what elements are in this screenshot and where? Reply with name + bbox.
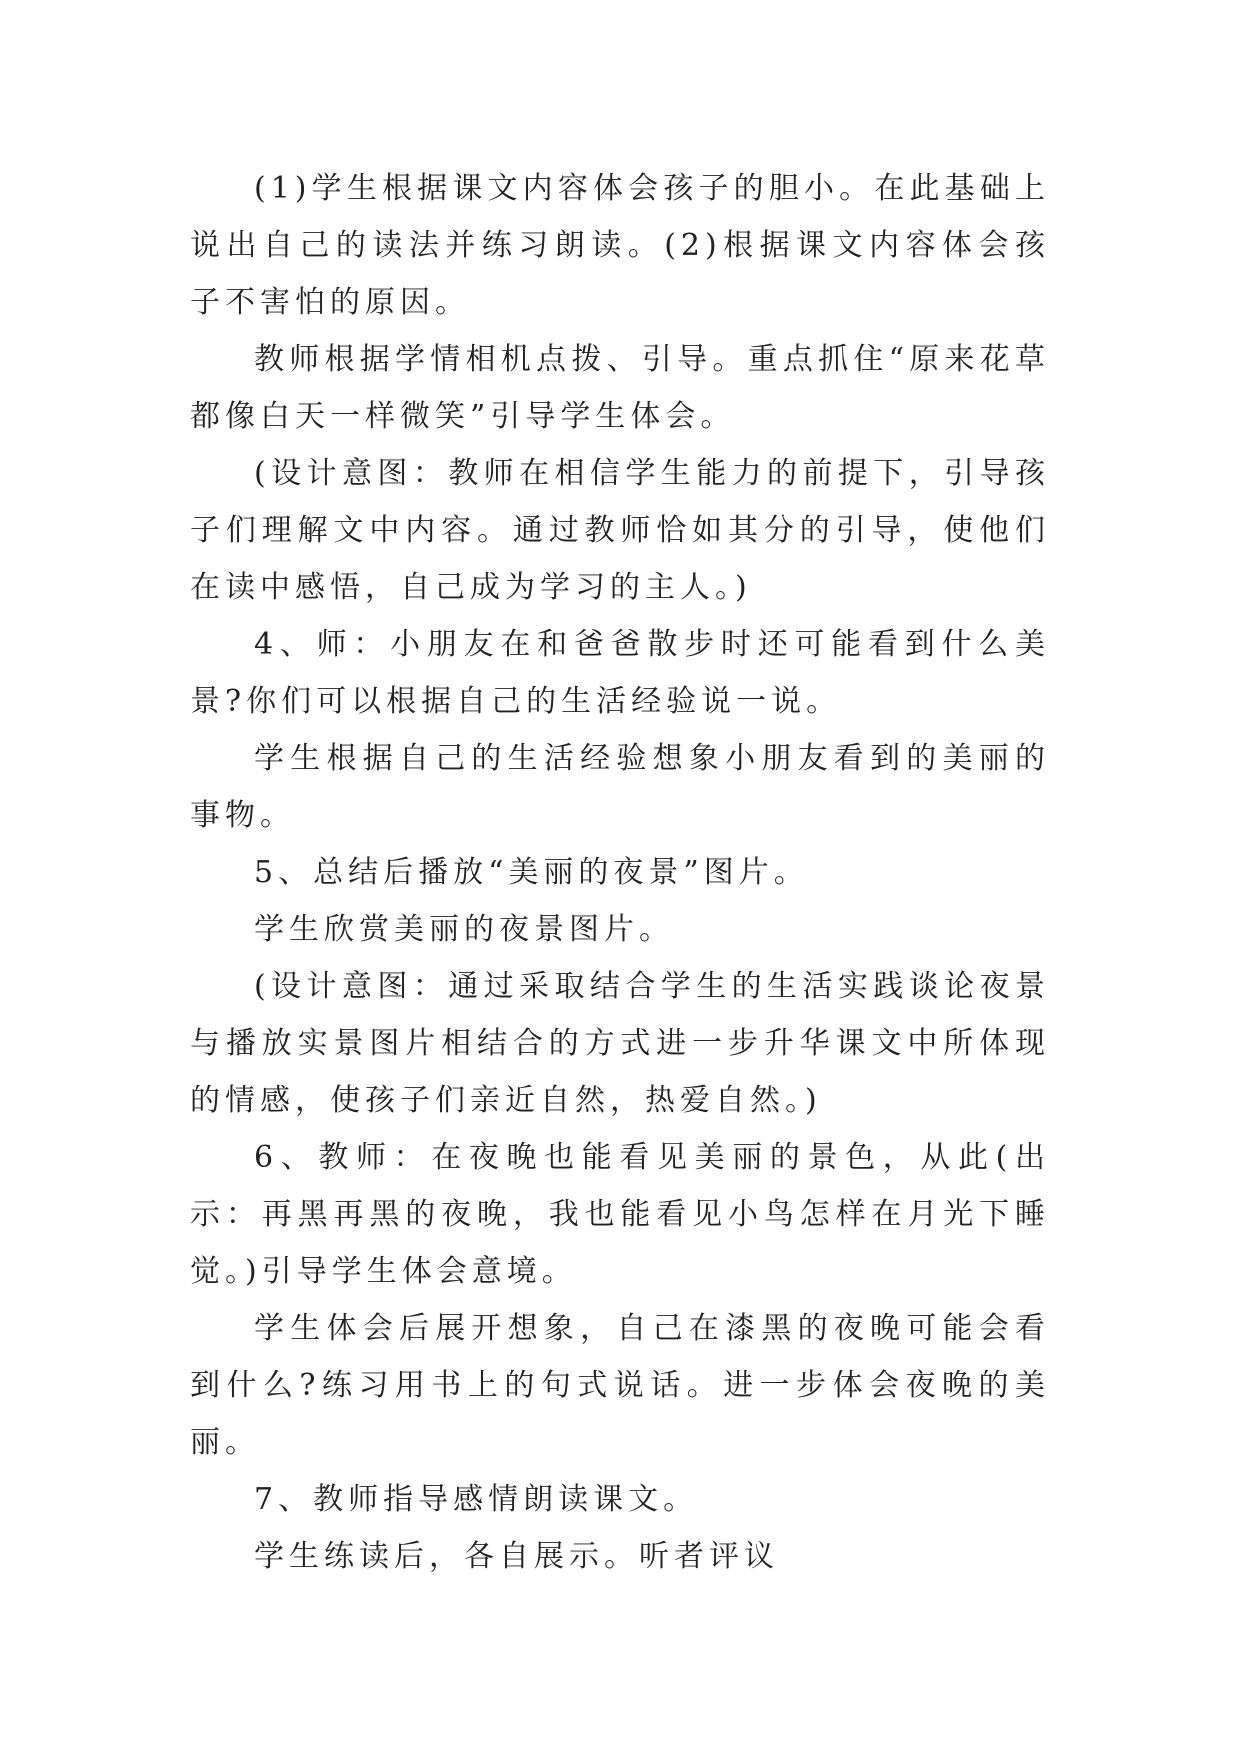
paragraph: 教师根据学情相机点拨、引导。重点抓住“原来花草都像白天一样微笑”引导学生体会。 — [190, 342, 1050, 434]
paragraph: (1)学生根据课文内容体会孩子的胆小。在此基础上说出自己的读法并练习朗读。(2)根据课文内容体会孩子不害怕的原因。 — [190, 171, 1050, 320]
paragraph: (设计意图：教师在相信学生能力的前提下，引导孩子们理解文中内容。通过教师恰如其分的引导，使他们在读中感悟，自己成为学习的主人。) — [190, 456, 1050, 605]
paragraph: 5、总结后播放“美丽的夜景”图片。 — [254, 855, 809, 890]
paragraph: 学生体会后展开想象，自己在漆黑的夜晚可能会看到什么?练习用书上的句式说话。进一步体会夜晚的美丽。 — [190, 1311, 1050, 1460]
paragraph: (设计意图：通过采取结合学生的生活实践谈论夜景与播放实景图片相结合的方式进一步升华课文中所体现的情感，使孩子们亲近自然，热爱自然。) — [190, 969, 1050, 1118]
paragraph: 4、师：小朋友在和爸爸散步时还可能看到什么美景?你们可以根据自己的生活经验说一说。 — [190, 627, 1050, 719]
paragraph: 6、教师：在夜晚也能看见美丽的景色，从此(出示：再黑再黑的夜晚，我也能看见小鸟怎样在月光下睡觉。)引导学生体会意境。 — [190, 1140, 1050, 1289]
paragraph: 学生欣赏美丽的夜景图片。 — [254, 912, 674, 947]
document-body — [190, 160, 1050, 1585]
paragraph: 7、教师指导感情朗读课文。 — [254, 1482, 699, 1517]
paragraph: 学生根据自己的生活经验想象小朋友看到的美丽的事物。 — [190, 741, 1050, 833]
paragraph: 学生练读后，各自展示。听者评议 — [254, 1539, 779, 1574]
